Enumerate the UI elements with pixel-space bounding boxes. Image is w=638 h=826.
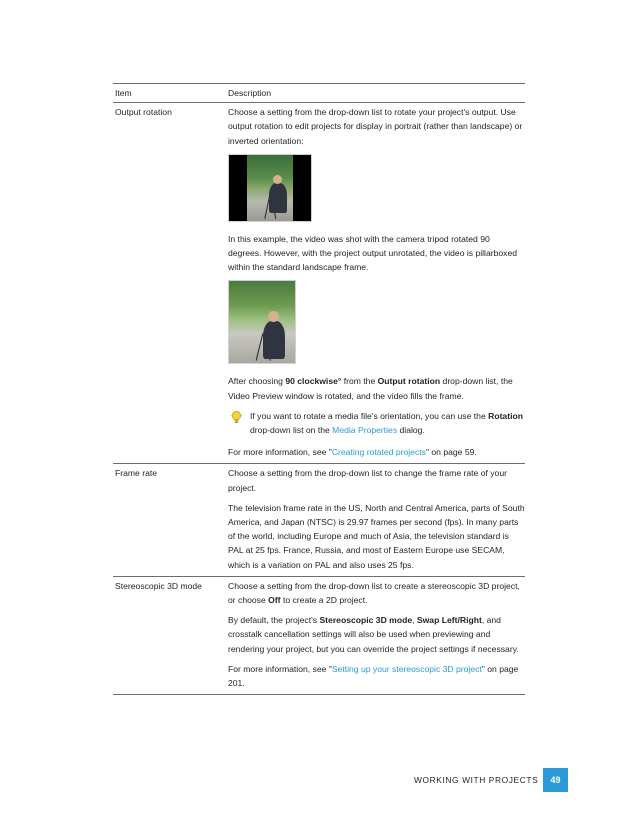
description-output-rotation xyxy=(228,103,525,463)
text-run: " on page 59. xyxy=(425,447,477,458)
stereoscopic-project-link[interactable]: Setting up your stereoscopic 3D project xyxy=(331,663,482,674)
table-row-frame-rate xyxy=(113,464,525,576)
output-rotation-intro: Choose a setting from the drop-down list to rotate your project's output. Use output rotation to edit projects for display in portrait (rather than landscape) or inverted orientation: xyxy=(228,107,523,146)
table-header-row xyxy=(113,83,525,103)
option-off: Off xyxy=(268,595,281,606)
footer-section-title: WORKING WITH PROJECTS xyxy=(414,775,539,785)
lightbulb-icon xyxy=(228,409,250,425)
pillarboxed-video-image xyxy=(228,154,312,222)
text-run: If you want to rotate a media file's orientation, you can use the xyxy=(250,410,489,421)
text-run: drop-down list on the xyxy=(250,425,333,436)
stereoscopic-3d-mode-setting: Stereoscopic 3D mode xyxy=(319,615,413,626)
text-run: By default, the project's xyxy=(228,615,320,626)
description-stereoscopic-3d-mode xyxy=(228,577,525,694)
column-header-description: Description xyxy=(228,88,271,98)
table-row-output-rotation xyxy=(113,103,525,464)
tip-text xyxy=(250,409,525,437)
text-run: dialog. xyxy=(397,425,425,436)
stereoscopic-intro xyxy=(228,579,525,607)
video-scene xyxy=(247,155,293,221)
option-90-clockwise: 90 clockwise° xyxy=(285,376,342,387)
item-frame-rate: Frame rate xyxy=(115,468,158,479)
text-run: from the xyxy=(341,376,378,387)
text-run: " on page 201. xyxy=(228,663,519,689)
output-rotation-result xyxy=(228,374,525,402)
swap-left-right-setting: Swap Left/Right xyxy=(416,615,482,626)
output-rotation-example: In this example, the video was shot with the camera tripod rotated 90 degrees. However, with the project output unrotated, the video is pillarboxed within the standard landscape frame. xyxy=(228,233,518,273)
text-run: , xyxy=(412,615,417,626)
rotation-control-name: Rotation xyxy=(488,410,523,421)
tip-note xyxy=(228,409,525,437)
frame-rate-intro: Choose a setting from the drop-down list to change the frame rate of your project. xyxy=(228,468,507,493)
settings-table xyxy=(113,83,525,695)
description-frame-rate xyxy=(228,464,525,575)
output-rotation-more-info xyxy=(228,445,525,459)
stereoscopic-defaults xyxy=(228,613,525,656)
item-stereoscopic-3d-mode: Stereoscopic 3D mode xyxy=(115,580,202,591)
text-run: drop-down list, the Video Preview window is rotated, and the video fills the frame. xyxy=(228,376,513,401)
text-run: to create a 2D project. xyxy=(280,595,368,606)
text-run: For more information, see " xyxy=(228,663,332,674)
video-scene xyxy=(229,281,295,363)
option-output-rotation: Output rotation xyxy=(377,376,441,387)
page-number: 49 xyxy=(543,768,568,792)
frame-rate-standards: The television frame rate in the US, North and Central America, parts of South America, and Japan (NTSC) is 29.97 frames per second (fps). In many parts of the world, including Europe and much of Asia, the television standard is PAL at 25 fps. France, Russia, and most of Eastern Europe use SECAM, which is a variation on PAL and also uses 25 fps. xyxy=(228,502,525,570)
creating-rotated-projects-link[interactable]: Creating rotated projects xyxy=(331,447,426,458)
column-header-item: Item xyxy=(115,88,132,98)
rotated-video-image xyxy=(228,280,296,364)
item-output-rotation: Output rotation xyxy=(115,107,172,118)
text-run: After choosing xyxy=(228,376,286,387)
table-row-stereoscopic-3d-mode xyxy=(113,577,525,695)
text-run: For more information, see " xyxy=(228,447,332,458)
person-head xyxy=(273,175,282,184)
text-run: , and crosstalk cancellation settings will also be used when previewing and rendering your project, but you can override the project settings if necessary. xyxy=(228,615,519,654)
person-figure xyxy=(269,183,287,213)
media-properties-link[interactable]: Media Properties xyxy=(332,425,398,436)
stereoscopic-more-info xyxy=(228,662,525,690)
text-run: Choose a setting from the drop-down list to create a stereoscopic 3D project, or choose xyxy=(228,580,520,606)
person-figure xyxy=(263,321,285,359)
